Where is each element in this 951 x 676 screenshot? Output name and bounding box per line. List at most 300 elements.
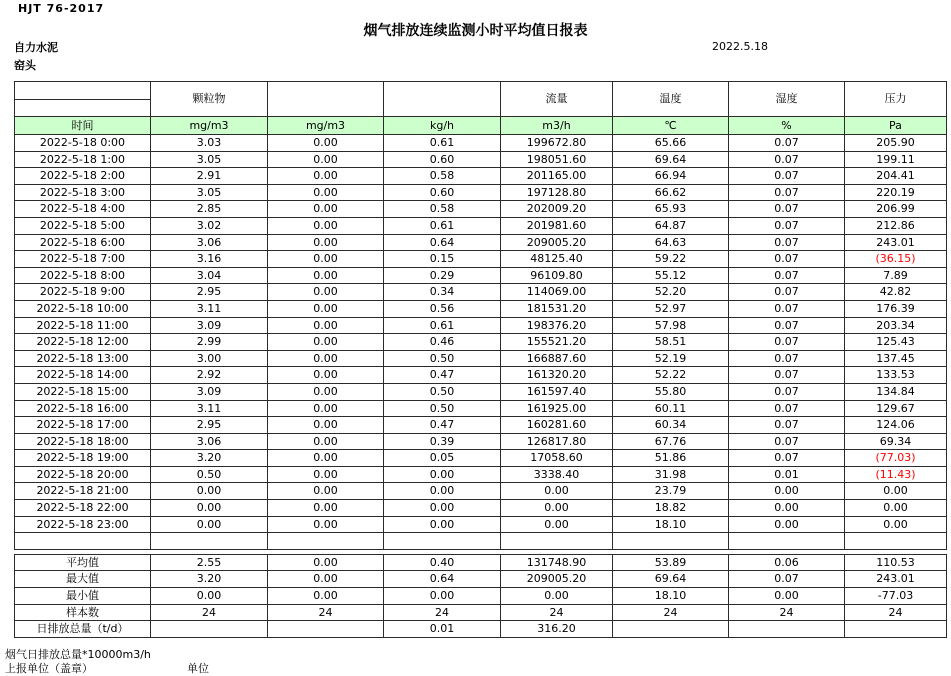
row-label-cell: 2022-5-18 19:00	[15, 450, 151, 467]
value-cell: 0.00	[268, 217, 384, 234]
value-cell: 201165.00	[501, 168, 613, 185]
value-cell: 0.00	[268, 184, 384, 201]
value-cell: 0.61	[384, 317, 501, 334]
value-cell: 161320.20	[501, 367, 613, 384]
value-cell: 0.60	[384, 184, 501, 201]
value-cell: 0.00	[729, 516, 845, 533]
value-cell: 3.11	[151, 400, 268, 417]
value-cell: 69.64	[613, 571, 729, 588]
value-cell: 64.63	[613, 234, 729, 251]
value-cell: 31.98	[613, 466, 729, 483]
table-row	[15, 450, 947, 467]
value-cell: 57.98	[613, 317, 729, 334]
value-cell: 58.51	[613, 334, 729, 351]
value-cell: 137.45	[845, 350, 947, 367]
table-row	[15, 621, 947, 638]
table-row	[15, 284, 947, 301]
footnote-unit-label: 单位	[187, 662, 209, 675]
table-row	[15, 201, 947, 218]
report-date: 2022.5.18	[712, 40, 768, 53]
value-cell: 166887.60	[501, 350, 613, 367]
value-cell: 66.62	[613, 184, 729, 201]
value-cell: 114069.00	[501, 284, 613, 301]
value-cell: 96109.80	[501, 267, 613, 284]
value-cell: 69.34	[845, 433, 947, 450]
table-row	[15, 300, 947, 317]
value-cell: 0.00	[268, 135, 384, 152]
table-row	[15, 466, 947, 483]
table-row	[15, 554, 947, 571]
table-row	[15, 604, 947, 621]
value-cell: 69.64	[613, 151, 729, 168]
value-cell: 0.61	[384, 217, 501, 234]
value-cell: 3.11	[151, 300, 268, 317]
value-cell: 3.09	[151, 383, 268, 400]
row-label-cell: 2022-5-18 0:00	[15, 135, 151, 152]
table-row	[15, 417, 947, 434]
value-cell: 0.00	[268, 500, 384, 517]
unit-cell-pa: Pa	[845, 117, 947, 135]
value-cell: 161597.40	[501, 383, 613, 400]
value-cell: 0.07	[729, 334, 845, 351]
table-row	[15, 433, 947, 450]
row-label-cell: 2022-5-18 22:00	[15, 500, 151, 517]
value-cell: 0.07	[729, 284, 845, 301]
value-cell: 67.76	[613, 433, 729, 450]
value-cell: (11.43)	[845, 466, 947, 483]
value-cell: 53.89	[613, 554, 729, 571]
value-cell: 126817.80	[501, 433, 613, 450]
value-cell: 60.11	[613, 400, 729, 417]
value-cell: 0.00	[268, 317, 384, 334]
value-cell	[384, 533, 501, 550]
value-cell: 0.07	[729, 251, 845, 268]
value-cell: 0.07	[729, 571, 845, 588]
value-cell: 64.87	[613, 217, 729, 234]
value-cell: 0.00	[268, 334, 384, 351]
row-label-cell: 2022-5-18 14:00	[15, 367, 151, 384]
value-cell: 0.00	[268, 168, 384, 185]
value-cell: 131748.90	[501, 554, 613, 571]
value-cell: 0.50	[384, 383, 501, 400]
value-cell: 0.07	[729, 433, 845, 450]
value-cell: 199672.80	[501, 135, 613, 152]
row-label-cell: 2022-5-18 9:00	[15, 284, 151, 301]
row-label-cell: 2022-5-18 7:00	[15, 251, 151, 268]
value-cell: 51.86	[613, 450, 729, 467]
value-cell: 0.00	[268, 483, 384, 500]
value-cell: 198051.60	[501, 151, 613, 168]
value-cell: 0.00	[268, 234, 384, 251]
value-cell: 59.22	[613, 251, 729, 268]
table-row	[15, 184, 947, 201]
table-row	[15, 350, 947, 367]
value-cell: 0.07	[729, 300, 845, 317]
value-cell: 66.94	[613, 168, 729, 185]
row-label-cell: 2022-5-18 6:00	[15, 234, 151, 251]
value-cell: 0.00	[268, 151, 384, 168]
value-cell: 0.05	[384, 450, 501, 467]
monitoring-point: 窑头	[14, 59, 36, 72]
page-title: 烟气排放连续监测小时平均值日报表	[363, 23, 588, 39]
value-cell: 0.56	[384, 300, 501, 317]
value-cell: 0.00	[268, 267, 384, 284]
table-row	[15, 135, 947, 152]
col-header-temperature: 温度	[613, 82, 729, 117]
value-cell	[845, 533, 947, 550]
value-cell: 2.91	[151, 168, 268, 185]
value-cell: 2.55	[151, 554, 268, 571]
value-cell: -77.03	[845, 588, 947, 605]
value-cell: 0.07	[729, 350, 845, 367]
table-row	[15, 234, 947, 251]
table-row	[15, 516, 947, 533]
value-cell: 18.10	[613, 516, 729, 533]
value-cell: 197128.80	[501, 184, 613, 201]
value-cell: 0.00	[268, 201, 384, 218]
value-cell: 0.00	[268, 433, 384, 450]
value-cell: 0.15	[384, 251, 501, 268]
value-cell: 65.66	[613, 135, 729, 152]
value-cell: 206.99	[845, 201, 947, 218]
value-cell: 0.00	[268, 417, 384, 434]
value-cell: 110.53	[845, 554, 947, 571]
value-cell: 201981.60	[501, 217, 613, 234]
value-cell: 24	[845, 604, 947, 621]
value-cell: 198376.20	[501, 317, 613, 334]
value-cell: 0.00	[845, 516, 947, 533]
value-cell: (77.03)	[845, 450, 947, 467]
value-cell: 209005.20	[501, 234, 613, 251]
value-cell: 7.89	[845, 267, 947, 284]
value-cell: 24	[729, 604, 845, 621]
value-cell: 0.01	[384, 621, 501, 638]
table-row	[15, 400, 947, 417]
value-cell: 0.07	[729, 317, 845, 334]
value-cell: 0.01	[729, 466, 845, 483]
value-cell: 0.60	[384, 151, 501, 168]
row-label-cell: 2022-5-18 23:00	[15, 516, 151, 533]
value-cell: 124.06	[845, 417, 947, 434]
company-name: 自力水泥	[14, 41, 58, 54]
row-label-cell	[15, 533, 151, 550]
row-label-cell: 2022-5-18 18:00	[15, 433, 151, 450]
value-cell: 0.00	[268, 571, 384, 588]
value-cell: 0.00	[151, 516, 268, 533]
value-cell: 0.00	[268, 284, 384, 301]
col-header-blank1	[268, 82, 384, 117]
table-row	[15, 151, 947, 168]
row-label-cell: 2022-5-18 8:00	[15, 267, 151, 284]
value-cell: 0.47	[384, 417, 501, 434]
value-cell: 0.00	[845, 500, 947, 517]
value-cell: 3.06	[151, 433, 268, 450]
value-cell: 3.00	[151, 350, 268, 367]
value-cell: 160281.60	[501, 417, 613, 434]
value-cell: 0.00	[268, 251, 384, 268]
units-row	[15, 117, 947, 135]
unit-cell-kgh: kg/h	[384, 117, 501, 135]
value-cell: 52.19	[613, 350, 729, 367]
value-cell: 0.00	[384, 466, 501, 483]
col-header-humidity: 湿度	[729, 82, 845, 117]
value-cell: 17058.60	[501, 450, 613, 467]
col-header-particulate: 颗粒物	[151, 82, 268, 117]
value-cell: 2.85	[151, 201, 268, 218]
value-cell: 0.07	[729, 168, 845, 185]
value-cell: 0.46	[384, 334, 501, 351]
value-cell: 60.34	[613, 417, 729, 434]
row-label-cell: 2022-5-18 3:00	[15, 184, 151, 201]
value-cell: 0.00	[268, 367, 384, 384]
row-label-cell: 2022-5-18 1:00	[15, 151, 151, 168]
table-row	[15, 483, 947, 500]
value-cell: 212.86	[845, 217, 947, 234]
value-cell: 55.80	[613, 383, 729, 400]
value-cell: (36.15)	[845, 251, 947, 268]
value-cell: 24	[384, 604, 501, 621]
value-cell: 0.00	[268, 350, 384, 367]
value-cell	[729, 533, 845, 550]
value-cell: 0.29	[384, 267, 501, 284]
footnote-report-unit: 上报单位（盖章）	[5, 662, 93, 675]
value-cell: 24	[268, 604, 384, 621]
value-cell: 42.82	[845, 284, 947, 301]
value-cell	[151, 533, 268, 550]
table-row	[15, 500, 947, 517]
value-cell: 0.00	[151, 500, 268, 517]
value-cell: 0.00	[268, 466, 384, 483]
value-cell: 0.07	[729, 367, 845, 384]
footnote-total-flow: 烟气日排放总量*10000m3/h	[5, 648, 151, 661]
value-cell: 0.00	[268, 450, 384, 467]
value-cell: 220.19	[845, 184, 947, 201]
value-cell	[151, 621, 268, 638]
value-cell: 24	[613, 604, 729, 621]
value-cell: 3.05	[151, 184, 268, 201]
row-label-cell: 2022-5-18 4:00	[15, 201, 151, 218]
row-label-cell: 2022-5-18 16:00	[15, 400, 151, 417]
value-cell	[613, 621, 729, 638]
value-cell: 52.22	[613, 367, 729, 384]
group-header-row	[15, 82, 947, 100]
col-header-pressure: 压力	[845, 82, 947, 117]
value-cell: 202009.20	[501, 201, 613, 218]
value-cell: 0.00	[384, 483, 501, 500]
main-data-table	[14, 81, 947, 550]
row-label-cell: 2022-5-18 5:00	[15, 217, 151, 234]
value-cell: 0.00	[384, 516, 501, 533]
value-cell: 3.20	[151, 571, 268, 588]
unit-cell-mgm3-1: mg/m3	[151, 117, 268, 135]
time-header-upper-cell	[15, 82, 151, 100]
value-cell: 0.00	[151, 483, 268, 500]
table-row	[15, 571, 947, 588]
value-cell: 176.39	[845, 300, 947, 317]
row-label-cell: 2022-5-18 20:00	[15, 466, 151, 483]
value-cell: 0.07	[729, 151, 845, 168]
report-table-area	[14, 81, 947, 638]
row-label-cell: 最小值	[15, 588, 151, 605]
time-header-lower-cell	[15, 99, 151, 117]
value-cell: 65.93	[613, 201, 729, 218]
value-cell: 3.20	[151, 450, 268, 467]
value-cell: 0.07	[729, 450, 845, 467]
value-cell: 2.92	[151, 367, 268, 384]
table-row	[15, 267, 947, 284]
table-row	[15, 168, 947, 185]
value-cell: 0.00	[501, 500, 613, 517]
value-cell: 55.12	[613, 267, 729, 284]
value-cell: 52.97	[613, 300, 729, 317]
value-cell: 3.06	[151, 234, 268, 251]
value-cell: 0.47	[384, 367, 501, 384]
value-cell: 0.58	[384, 201, 501, 218]
value-cell: 243.01	[845, 234, 947, 251]
value-cell: 199.11	[845, 151, 947, 168]
unit-cell-m3h: m3/h	[501, 117, 613, 135]
table-row	[15, 251, 947, 268]
value-cell: 0.00	[501, 588, 613, 605]
value-cell: 243.01	[845, 571, 947, 588]
value-cell: 161925.00	[501, 400, 613, 417]
value-cell: 133.53	[845, 367, 947, 384]
value-cell: 0.00	[501, 516, 613, 533]
value-cell: 0.07	[729, 234, 845, 251]
value-cell: 0.50	[384, 350, 501, 367]
value-cell	[268, 621, 384, 638]
value-cell: 24	[151, 604, 268, 621]
value-cell: 0.34	[384, 284, 501, 301]
value-cell: 0.00	[268, 400, 384, 417]
summary-table	[14, 554, 947, 638]
value-cell: 316.20	[501, 621, 613, 638]
value-cell: 3.02	[151, 217, 268, 234]
row-label-cell: 2022-5-18 15:00	[15, 383, 151, 400]
value-cell	[268, 533, 384, 550]
value-cell: 0.07	[729, 417, 845, 434]
value-cell: 3.04	[151, 267, 268, 284]
row-label-cell: 2022-5-18 17:00	[15, 417, 151, 434]
value-cell: 0.39	[384, 433, 501, 450]
row-label-cell: 2022-5-18 11:00	[15, 317, 151, 334]
value-cell: 0.00	[268, 554, 384, 571]
row-label-cell: 平均值	[15, 554, 151, 571]
value-cell: 0.07	[729, 135, 845, 152]
value-cell: 0.06	[729, 554, 845, 571]
value-cell: 0.61	[384, 135, 501, 152]
value-cell: 125.43	[845, 334, 947, 351]
value-cell: 23.79	[613, 483, 729, 500]
value-cell: 0.00	[268, 588, 384, 605]
unit-cell-mgm3-2: mg/m3	[268, 117, 384, 135]
unit-cell-percent: %	[729, 117, 845, 135]
value-cell: 0.07	[729, 267, 845, 284]
value-cell: 0.07	[729, 201, 845, 218]
value-cell	[845, 621, 947, 638]
table-row	[15, 383, 947, 400]
value-cell: 0.07	[729, 217, 845, 234]
value-cell: 134.84	[845, 383, 947, 400]
value-cell: 18.10	[613, 588, 729, 605]
value-cell: 205.90	[845, 135, 947, 152]
doc-code: HJT 76-2017	[18, 2, 105, 15]
value-cell: 0.58	[384, 168, 501, 185]
table-row	[15, 533, 947, 550]
row-label-cell: 2022-5-18 10:00	[15, 300, 151, 317]
value-cell: 0.50	[151, 466, 268, 483]
row-label-cell: 2022-5-18 12:00	[15, 334, 151, 351]
value-cell: 209005.20	[501, 571, 613, 588]
value-cell: 0.00	[268, 383, 384, 400]
value-cell	[729, 621, 845, 638]
table-row	[15, 588, 947, 605]
value-cell: 0.07	[729, 184, 845, 201]
value-cell: 2.95	[151, 284, 268, 301]
value-cell: 0.00	[384, 588, 501, 605]
value-cell: 155521.20	[501, 334, 613, 351]
value-cell: 0.00	[384, 500, 501, 517]
value-cell: 3.16	[151, 251, 268, 268]
table-row	[15, 217, 947, 234]
value-cell: 2.95	[151, 417, 268, 434]
row-label-cell: 2022-5-18 21:00	[15, 483, 151, 500]
value-cell: 0.64	[384, 571, 501, 588]
value-cell	[613, 533, 729, 550]
value-cell: 24	[501, 604, 613, 621]
value-cell: 0.00	[151, 588, 268, 605]
value-cell: 0.50	[384, 400, 501, 417]
value-cell: 0.07	[729, 400, 845, 417]
row-label-cell: 样本数	[15, 604, 151, 621]
value-cell: 52.20	[613, 284, 729, 301]
unit-cell-time: 时间	[15, 117, 151, 135]
value-cell: 18.82	[613, 500, 729, 517]
table-row	[15, 367, 947, 384]
row-label-cell: 2022-5-18 2:00	[15, 168, 151, 185]
value-cell: 0.00	[729, 483, 845, 500]
value-cell: 0.64	[384, 234, 501, 251]
value-cell: 3.05	[151, 151, 268, 168]
value-cell: 3.03	[151, 135, 268, 152]
row-label-cell: 2022-5-18 13:00	[15, 350, 151, 367]
unit-cell-celsius: ℃	[613, 117, 729, 135]
value-cell: 0.00	[501, 483, 613, 500]
value-cell: 129.67	[845, 400, 947, 417]
table-row	[15, 317, 947, 334]
value-cell: 0.00	[845, 483, 947, 500]
value-cell: 3338.40	[501, 466, 613, 483]
table-row	[15, 334, 947, 351]
value-cell: 2.99	[151, 334, 268, 351]
row-label-cell: 最大值	[15, 571, 151, 588]
value-cell: 0.00	[729, 500, 845, 517]
value-cell: 48125.40	[501, 251, 613, 268]
value-cell: 0.07	[729, 383, 845, 400]
value-cell	[501, 533, 613, 550]
value-cell: 0.00	[268, 516, 384, 533]
value-cell: 0.40	[384, 554, 501, 571]
value-cell: 0.00	[268, 300, 384, 317]
value-cell: 0.00	[729, 588, 845, 605]
value-cell: 203.34	[845, 317, 947, 334]
value-cell: 3.09	[151, 317, 268, 334]
value-cell: 181531.20	[501, 300, 613, 317]
col-header-flow: 流量	[501, 82, 613, 117]
value-cell: 204.41	[845, 168, 947, 185]
col-header-blank2	[384, 82, 501, 117]
row-label-cell: 日排放总量（t/d）	[15, 621, 151, 638]
